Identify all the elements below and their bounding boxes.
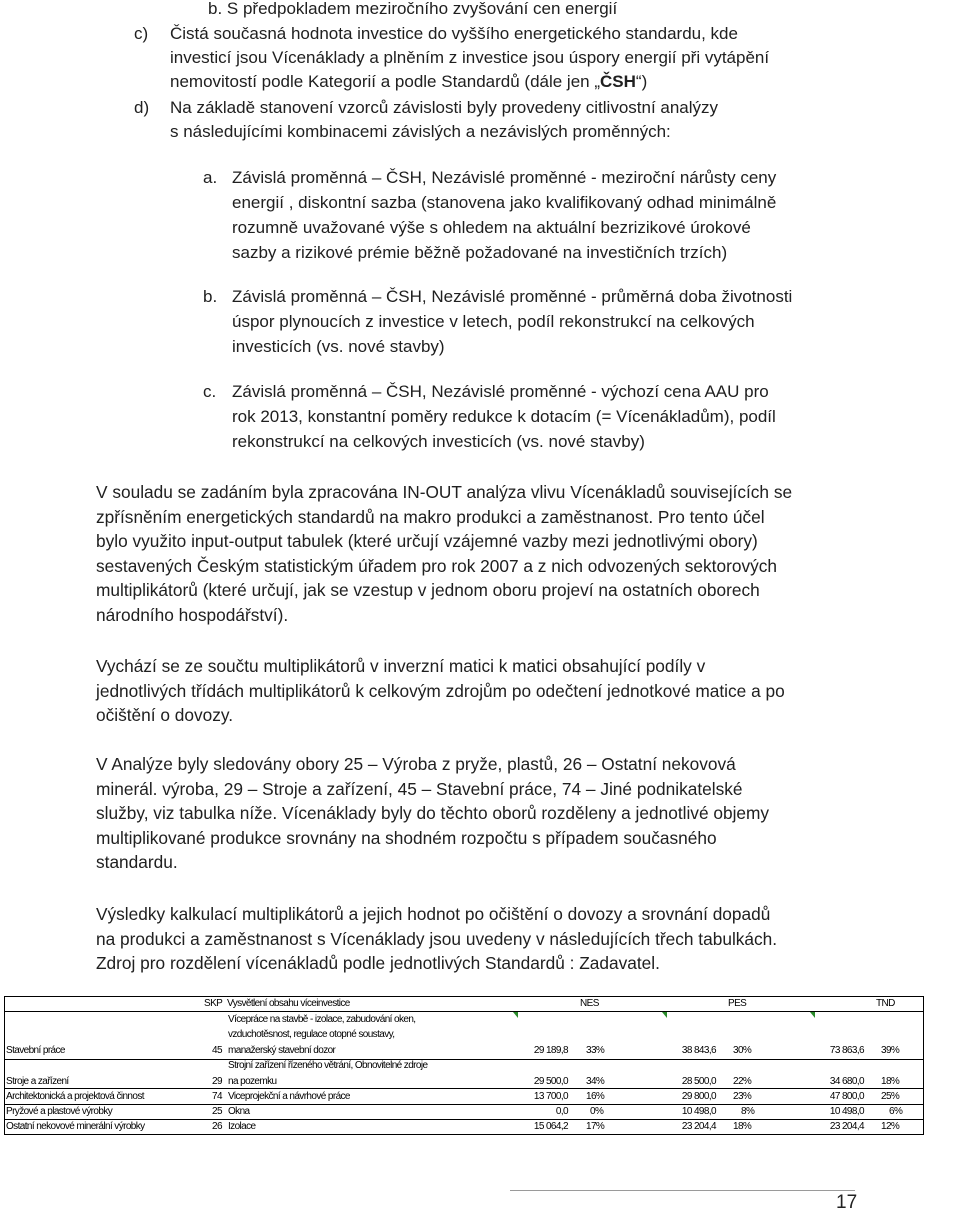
sub-a-line2: energií , diskontní sazba (stanovena jako kvalifikovaný odhad minimálně — [232, 193, 777, 212]
footer-rule — [510, 1190, 855, 1191]
row2-nes: 29 500,0 — [533, 1076, 568, 1087]
header-pes: PES — [728, 998, 747, 1009]
row3-pes: 29 800,0 — [681, 1091, 716, 1102]
comment-indicator-icon — [662, 1012, 667, 1018]
sub-b-line3: investicích (vs. nové stavby) — [232, 337, 445, 356]
row2-tnd-pct: 18% — [881, 1076, 900, 1087]
row5-nes: 15 064,2 — [533, 1121, 568, 1132]
c-line3-post: “) — [635, 72, 648, 91]
para1-line: V souladu se zadáním byla zpracována IN-OUT analýza vlivu Vícenákladů souvisejících se — [96, 482, 793, 502]
paragraph-sectors — [96, 752, 876, 875]
row4-desc: Okna — [228, 1106, 250, 1117]
para4-line: Zdroj pro rozdělení vícenákladů podle jednotlivých Standardů : Zadavatel. — [96, 953, 660, 973]
para3-line: služby, viz tabulka níže. Vícenáklady byly do těchto oborů rozděleny a jednotlivé objemy — [96, 803, 770, 823]
header-skp: SKP — [204, 998, 223, 1009]
para2-line: Vychází se ze součtu multiplikátorů v inverzní matici k matici obsahující podíly v — [96, 656, 706, 676]
row5-pes: 23 204,4 — [681, 1121, 716, 1132]
sub-c-line1: Závislá proměnná – ČSH, Nezávislé proměnné - výchozí cena AAU pro — [232, 382, 769, 401]
header-description: Vysvětlení obsahu víceinvestice — [227, 998, 350, 1009]
sub-marker-a: a. — [203, 168, 218, 187]
para2-line: jednotlivých třídách multiplikátorů k celkovým zdrojům po odečtení jednotkové matice a po — [96, 680, 785, 701]
sub-b-line1: Závislá proměnná – ČSH, Nezávislé proměnné - průměrná doba životnosti — [232, 287, 793, 306]
row4-tnd: 10 498,0 — [829, 1106, 864, 1117]
table-rule — [4, 1104, 924, 1105]
row3-skp: 74 — [212, 1091, 222, 1102]
para1-line: sestavených Českým statistickým úřadem pro rok 2007 a z nich odvozených sektorových — [96, 555, 777, 576]
row1-tnd-pct: 39% — [881, 1045, 900, 1056]
para1-line: zpřísněním energetických standardů na makro produkci a zaměstnanost. Pro tento účel — [96, 506, 765, 527]
sub-b-line2: úspor plynoucích z investice v letech, podíl rekonstrukcí na celkových — [232, 312, 755, 331]
row1-nes: 29 189,8 — [533, 1045, 568, 1056]
row5-desc: Izolace — [228, 1121, 256, 1132]
row3-desc: Viceprojekční a návrhové práce — [228, 1091, 350, 1102]
row2-pes-pct: 22% — [733, 1076, 752, 1087]
list-item-c-line1: Čistá současná hodnota investice do vyššího energetického standardu, kde — [170, 24, 738, 43]
row3-tnd-pct: 25% — [881, 1091, 900, 1102]
list-item-d-line2: s následujícími kombinacemi závislých a nezávislých proměnných: — [170, 122, 671, 141]
para1-line: národního hospodářství). — [96, 604, 289, 625]
row1-name: Stavební práce — [6, 1045, 65, 1056]
row4-tnd-pct: 6% — [889, 1106, 903, 1117]
row1-desc-line2: vzduchotěsnost, regulace otopné soustavy, — [228, 1029, 395, 1040]
row2-nes-pct: 34% — [586, 1076, 605, 1087]
row3-tnd: 47 800,0 — [829, 1091, 864, 1102]
para3-line: standardu. — [96, 852, 178, 872]
investment-table — [4, 996, 926, 1135]
sub-c-line2: rok 2013, konstantní poměry redukce k dotacím (= Vícenákladům), podíl — [232, 407, 776, 426]
comment-indicator-icon — [513, 1012, 518, 1018]
row1-nes-pct: 33% — [586, 1045, 605, 1056]
row2-desc-line1: Strojní zařízení řízeného větrání, Obnovitelné zdroje — [228, 1060, 428, 1071]
csh-abbreviation: ČSH — [600, 72, 636, 91]
header-nes: NES — [580, 998, 599, 1009]
list-item-b: b. S předpokladem meziročního zvyšování cen energií — [208, 0, 618, 18]
row4-nes: 0,0 — [555, 1106, 568, 1117]
row3-name: Architektonická a projektová činnost — [6, 1091, 144, 1102]
sub-marker-b: b. — [203, 287, 218, 306]
sub-a-line1: Závislá proměnná – ČSH, Nezávislé proměnné - meziroční nárůsty ceny — [232, 168, 777, 187]
row2-name: Stroje a zařízení — [6, 1076, 69, 1087]
sub-a-line3: rozumně uvažované výše s ohledem na aktuální bezrizikové úrokové — [232, 218, 751, 237]
row2-tnd: 34 680,0 — [829, 1076, 864, 1087]
row1-desc-line3: manažerský stavební dozor — [228, 1045, 336, 1056]
row5-tnd: 23 204,4 — [829, 1121, 864, 1132]
sub-marker-c: c. — [203, 382, 217, 401]
sub-a-line4: sazby a rizikové prémie běžně požadované na investičních trzích) — [232, 243, 728, 262]
para1-line: multiplikátorů (které určují, jak se vzestup v jednom oboru projeví na ostatních oborech — [96, 580, 760, 600]
row1-skp: 45 — [212, 1045, 222, 1056]
table-rule — [4, 1059, 924, 1060]
paragraph-results — [96, 902, 876, 976]
row2-skp: 29 — [212, 1076, 222, 1087]
row2-desc-line2: na pozemku — [228, 1076, 277, 1087]
para2-line: očištění o dovozy. — [96, 705, 234, 725]
para3-line: V Analýze byly sledovány obory 25 – Výroba z pryže, plastů, 26 – Ostatní nekovová — [96, 754, 736, 774]
para3-line: minerál. výroba, 29 – Stroje a zařízení, 45 – Stavební práce, 74 – Jiné podnikatelské — [96, 778, 743, 799]
paragraph-multipliers — [96, 654, 876, 728]
row4-name: Pryžové a plastové výrobky — [6, 1106, 113, 1117]
comment-indicator-icon — [810, 1012, 815, 1018]
paragraph-in-out — [96, 480, 876, 627]
row3-pes-pct: 23% — [733, 1091, 752, 1102]
table-rule — [4, 1088, 924, 1089]
row3-nes: 13 700,0 — [533, 1091, 568, 1102]
row1-desc-line1: Vícepráce na stavbě - izolace, zabudování oken, — [228, 1014, 416, 1025]
list-marker-c: c) — [134, 24, 149, 43]
para4-line: na produkci a zaměstnanost s Vícenáklady jsou uvedeny v následujících třech tabulkách. — [96, 928, 778, 949]
sub-c-line3: rekonstrukcí na celkových investicích (vs. nové stavby) — [232, 432, 645, 451]
page-number: 17 — [836, 1192, 858, 1213]
list-marker-d: d) — [134, 98, 150, 117]
row5-skp: 26 — [212, 1121, 222, 1132]
row5-pes-pct: 18% — [733, 1121, 752, 1132]
table-rule — [4, 1119, 924, 1120]
header-tnd: TND — [876, 998, 895, 1009]
c-line3-pre: nemovitostí podle Kategorií a podle Standardů (dále jen „ — [170, 72, 600, 91]
row4-nes-pct: 0% — [590, 1106, 604, 1117]
list-item-d-line1: Na základě stanovení vzorců závislosti byly provedeny citlivostní analýzy — [170, 98, 719, 117]
row3-nes-pct: 16% — [586, 1091, 605, 1102]
para1-line: bylo využito input-output tabulek (které určují vzájemné vazby mezi jednotlivými obory) — [96, 531, 758, 551]
row5-nes-pct: 17% — [586, 1121, 605, 1132]
table-rule — [4, 1011, 924, 1012]
row1-pes-pct: 30% — [733, 1045, 752, 1056]
row4-pes: 10 498,0 — [681, 1106, 716, 1117]
list-item-c-line3 — [170, 70, 647, 94]
row1-pes: 38 843,6 — [681, 1045, 716, 1056]
para4-line: Výsledky kalkulací multiplikátorů a jejich hodnot po očištění o dovozy a srovnání dopadů — [96, 904, 771, 924]
row5-tnd-pct: 12% — [881, 1121, 900, 1132]
list-item-c-line2: investicí jsou Vícenáklady a plněním z investice jsou úspory energií při vytápění — [170, 48, 770, 67]
table-border — [4, 996, 924, 1135]
row5-name: Ostatní nekovové minerální výrobky — [6, 1121, 145, 1132]
row1-tnd: 73 863,6 — [829, 1045, 864, 1056]
para3-line: multiplikované produkce srovnány na shodném rozpočtu s případem současného — [96, 827, 717, 848]
row4-skp: 25 — [212, 1106, 222, 1117]
row2-pes: 28 500,0 — [681, 1076, 716, 1087]
row4-pes-pct: 8% — [741, 1106, 755, 1117]
